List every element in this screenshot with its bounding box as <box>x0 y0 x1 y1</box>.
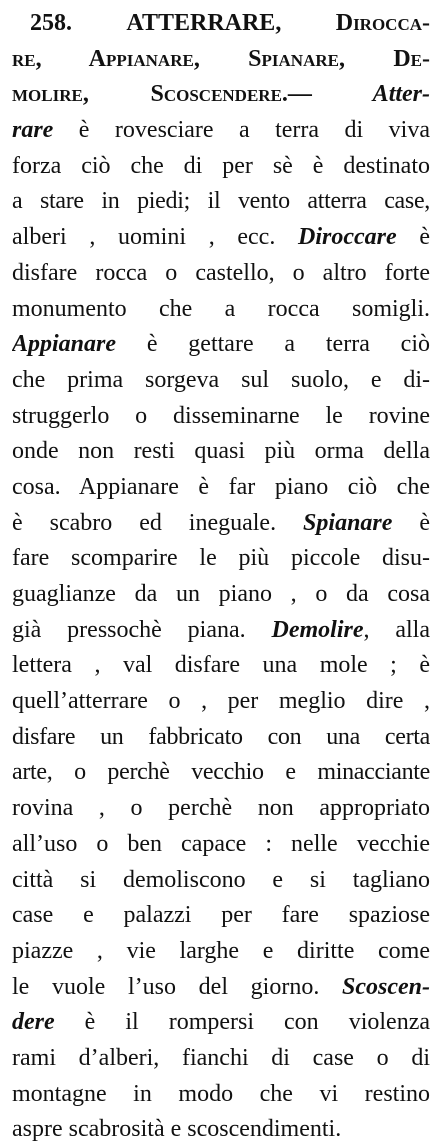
text-segment: città si demoliscono e si tagliano <box>12 866 430 893</box>
text-line <box>12 327 430 363</box>
text-segment: è il rompersi con violenza <box>54 1009 430 1036</box>
text-line <box>12 149 430 185</box>
text-segment: monumento che a rocca somigli. <box>12 295 430 322</box>
text-segment: fare scomparire le più piccole disu- <box>12 545 430 572</box>
text-line <box>12 898 430 934</box>
text-segment: piazze , vie larghe e diritte come <box>12 937 430 964</box>
text-line <box>12 863 430 899</box>
text-line <box>12 506 430 542</box>
text-segment: struggerlo o disseminarne le rovine <box>12 402 430 429</box>
text-segment: è gettare a terra ciò <box>116 331 430 358</box>
italic-term: dere <box>12 1009 55 1036</box>
text-segment: è <box>392 509 430 536</box>
text-line <box>12 577 430 613</box>
text-segment: quell’atterrare o , per meglio dire , <box>12 688 430 715</box>
text-segment: disfare rocca o castello, o altro forte <box>12 259 430 286</box>
entry-headword-continuation <box>336 10 430 36</box>
text-segment: cosa. Appianare è far piano ciò che <box>12 473 430 500</box>
text-line <box>12 970 430 1006</box>
text-line <box>12 541 430 577</box>
text-line <box>12 113 430 149</box>
italic-term: Atter- <box>311 81 430 108</box>
text-line <box>12 791 430 827</box>
text-segment: le vuole l’uso del giorno. <box>12 973 343 1000</box>
text-segment: onde non resti quasi più orma della <box>12 438 430 465</box>
text-line <box>12 292 430 328</box>
text-segment: aspre scabrosità e scoscendimenti. <box>12 1116 342 1143</box>
text-line <box>12 755 430 791</box>
text-segment: case e palazzi per fare spaziose <box>12 902 430 929</box>
text-segment: è <box>396 224 430 251</box>
text-line <box>12 42 430 78</box>
text-line <box>12 363 430 399</box>
headword-text: Dirocca- <box>335 10 430 36</box>
entry-258-text <box>12 6 430 1148</box>
text-segment: è scabro ed ineguale. <box>12 509 304 536</box>
text-line <box>12 684 430 720</box>
text-line <box>12 470 430 506</box>
text-line <box>12 1041 430 1077</box>
italic-term: Spianare <box>303 509 393 536</box>
text-line <box>12 434 430 470</box>
italic-term: Appianare <box>12 331 117 358</box>
text-line <box>12 720 430 756</box>
text-segment: disfare un fabbricato con una certa <box>12 723 430 750</box>
text-line <box>12 648 430 684</box>
text-segment: rami d’alberi, fianchi di case o di <box>12 1044 430 1071</box>
italic-term: Diroccare <box>298 224 397 251</box>
text-segment: è rovesciare a terra di viva <box>53 117 430 144</box>
headword-text: re, Appianare, Spianare, De- <box>12 45 430 72</box>
text-line <box>12 256 430 292</box>
italic-term: Demolire <box>271 616 364 643</box>
text-segment: forza ciò che di per sè è destinato <box>12 152 430 179</box>
text-line <box>12 1077 430 1113</box>
text-segment: che prima sorgeva sul suolo, e di- <box>12 366 430 393</box>
text-segment: alberi , uomini , ecc. <box>12 224 299 251</box>
text-line <box>12 934 430 970</box>
text-line <box>12 1005 430 1041</box>
text-segment: già pressochè piana. <box>12 616 272 643</box>
text-segment: a stare in piedi; il vento atterra case, <box>12 188 430 215</box>
text-segment: — <box>287 81 312 108</box>
text-line <box>12 77 430 113</box>
text-line <box>12 220 430 256</box>
text-segment: all’uso o ben capace : nelle vecchie <box>12 830 430 857</box>
italic-term: rare <box>12 117 54 144</box>
text-line <box>12 613 430 649</box>
text-segment: rovina , o perchè non appropriato <box>12 795 430 822</box>
entry-headword: ATTERRARE, <box>126 10 282 36</box>
text-segment: guaglianze da un piano , o da cosa <box>12 581 430 607</box>
text-line <box>12 827 430 863</box>
text-line <box>12 1112 430 1148</box>
text-line <box>12 184 430 220</box>
text-segment: montagne in modo che vi restino <box>12 1080 430 1107</box>
italic-term: Scoscen- <box>342 973 430 1000</box>
text-segment: arte, o perchè vecchio e minacciante <box>12 759 430 786</box>
entry-heading-line <box>12 6 430 42</box>
headword-text: molire, Scoscendere. <box>12 81 288 108</box>
text-segment: , alla <box>363 616 430 643</box>
entry-number: 258. <box>30 10 72 36</box>
text-line <box>12 399 430 435</box>
text-segment: lettera , val disfare una mole ; è <box>12 652 430 679</box>
